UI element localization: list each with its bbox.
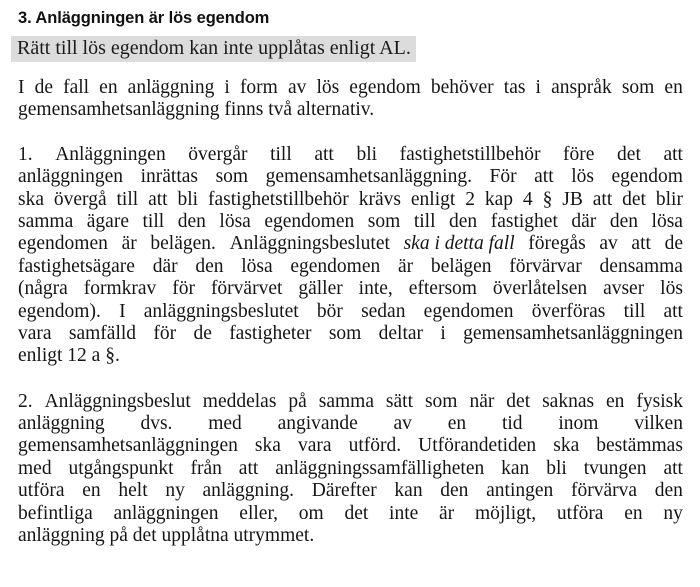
word: bör (316, 300, 343, 322)
word: utförd. (348, 435, 402, 457)
word: anläggning (18, 413, 105, 435)
word: är (121, 233, 137, 255)
text-line (18, 189, 683, 211)
text-line (18, 77, 683, 99)
word: om (298, 502, 324, 524)
word: av (393, 413, 412, 435)
text-line (18, 480, 683, 502)
word: att (631, 233, 651, 255)
word: överföras (531, 300, 606, 322)
paragraph-intro (18, 77, 683, 122)
document-body (18, 0, 683, 547)
word: ska (18, 188, 44, 210)
word: fastigheter (229, 322, 312, 344)
word: helt (118, 480, 148, 502)
highlighted-statement: Rätt till lös egendom kan inte upplåtas enligt AL. (11, 36, 416, 62)
word: Anläggningen (55, 143, 166, 165)
word: att (592, 188, 613, 210)
page-title: 3. Anläggningen är lös egendom (18, 9, 270, 27)
word: gemensamhetsanläggningen (18, 435, 238, 457)
word: kap (484, 188, 514, 210)
word: av (287, 77, 307, 98)
word: sedan (361, 300, 406, 322)
word: ska (254, 435, 281, 457)
word: blir (655, 188, 683, 210)
word: belägen. (150, 233, 216, 255)
word: anspråk (551, 77, 612, 98)
word: den (654, 480, 683, 502)
word: lös (660, 278, 683, 300)
word: den (609, 210, 638, 232)
word: vara (18, 322, 52, 344)
word: att (663, 143, 683, 165)
word: densamma (599, 255, 683, 277)
word: behöver (430, 77, 494, 98)
word: den (177, 210, 206, 232)
word: bestämmas (596, 435, 683, 457)
word: som (215, 166, 249, 188)
word: där (571, 210, 597, 232)
word: med (208, 413, 242, 435)
text-line (18, 278, 683, 300)
text-line (18, 413, 683, 435)
word: egendomen (290, 255, 381, 277)
word: att (148, 188, 168, 210)
word: utföra (556, 502, 604, 524)
word: egendom). (18, 300, 101, 322)
word: i (440, 322, 446, 344)
text-line (18, 301, 683, 323)
word: att (534, 166, 554, 188)
word: egendomen (264, 210, 355, 232)
word: de (664, 233, 683, 255)
word: meddelas (202, 390, 277, 412)
word: att (663, 457, 683, 479)
word: Därefter (311, 480, 377, 502)
word: en (624, 502, 643, 524)
word: 2 (465, 188, 475, 210)
word: som (328, 322, 362, 344)
word: anläggningen (18, 166, 124, 188)
word: egendom (611, 166, 683, 188)
word: föregås (528, 233, 586, 255)
word: gemensamhetsanläggningen (463, 322, 683, 344)
word: lösa (651, 210, 683, 232)
word: det (344, 502, 369, 524)
word: den (195, 255, 224, 277)
word: den (440, 480, 469, 502)
word: eller, (239, 502, 279, 524)
text-line (18, 256, 683, 278)
word: förvärvet (210, 278, 283, 300)
word: där (152, 255, 178, 277)
word: JB (562, 188, 583, 210)
word: eftersom (408, 278, 477, 300)
word: det (622, 188, 646, 210)
word: tid (501, 413, 523, 435)
word: (några (18, 278, 68, 300)
word: det (506, 390, 531, 412)
word: att (314, 143, 334, 165)
word: av (599, 233, 618, 255)
text-line (18, 144, 683, 166)
word: för (153, 322, 177, 344)
word: samma (318, 390, 374, 412)
text-line (18, 345, 683, 367)
word: tas (503, 77, 526, 98)
word: dvs. (140, 413, 173, 435)
word: inrättas (140, 166, 199, 188)
word: till (623, 300, 646, 322)
word: lös (571, 166, 594, 188)
word: anläggning (127, 77, 215, 98)
word: från (190, 457, 222, 479)
word: till (116, 188, 139, 210)
text-line (18, 391, 683, 413)
word: formkrav (83, 278, 157, 300)
text-line (18, 211, 683, 233)
word: en (664, 77, 683, 98)
word: avser (603, 278, 645, 300)
word: lös (316, 77, 340, 98)
word: övergå (53, 188, 107, 210)
word: övergår (188, 143, 248, 165)
word: att (663, 300, 683, 322)
word: lösa (241, 255, 273, 277)
word: § (542, 188, 553, 210)
word: fastighetstillbehör (399, 143, 541, 165)
word: sätt (385, 390, 414, 412)
word: en (606, 390, 625, 412)
word: inom (558, 413, 599, 435)
word: överlåtelsen (492, 278, 588, 300)
word: på (288, 390, 307, 412)
word: fastighet (490, 210, 558, 232)
word: förvärvar (509, 255, 582, 277)
word: angivande (277, 413, 358, 435)
word: antingen (486, 480, 554, 502)
word: deltar (378, 322, 424, 344)
word: 4 (522, 188, 533, 210)
word: att (238, 457, 259, 479)
word: tvungen (583, 457, 647, 479)
word: För (489, 166, 517, 188)
word: fysisk (636, 390, 683, 412)
text-line (18, 99, 683, 121)
word: gäller (298, 278, 343, 300)
word: den (449, 210, 478, 232)
word: saknas (542, 390, 595, 412)
word: 1. (18, 143, 33, 165)
word: ny (663, 502, 683, 524)
word: för (172, 278, 195, 300)
word: Anläggningsbeslutet (229, 233, 390, 255)
word: de (34, 77, 53, 98)
word: det (617, 143, 641, 165)
word: fall (63, 77, 90, 98)
word: en (447, 413, 467, 435)
word: enligt (410, 188, 456, 210)
word: anläggning. (202, 480, 295, 502)
word: anläggningsbeslutet (143, 300, 299, 322)
word: I (18, 77, 25, 98)
word: befintliga (18, 502, 93, 524)
word: gemensamhetsanläggning. (265, 166, 472, 188)
word: inte (389, 502, 419, 524)
word: som (367, 210, 401, 232)
word: egendomen (423, 300, 514, 322)
text-line (18, 525, 683, 547)
word: till (142, 210, 165, 232)
text-line (18, 503, 683, 525)
text-line (18, 323, 683, 345)
word: fastighetstillbehör (208, 188, 349, 210)
text-line (18, 233, 683, 255)
word: inte, (358, 278, 393, 300)
word: lösa (219, 210, 251, 232)
word: utgångspunkt (68, 457, 174, 479)
word: utföra (18, 480, 65, 502)
highlighted-statement-wrapper (18, 29, 683, 62)
word: möjligt, (474, 502, 537, 524)
text-line (18, 166, 683, 188)
word: de (193, 322, 212, 344)
word: före (563, 143, 595, 165)
word: en (99, 77, 118, 98)
word: med (18, 457, 52, 479)
word: 2. (18, 390, 33, 412)
word: bli (546, 457, 567, 479)
word: till (413, 210, 436, 232)
word: samma (18, 210, 74, 232)
word: gemensamhetsanläggning finns två alternativ. (18, 99, 375, 121)
word: till (270, 143, 292, 165)
word: en (82, 480, 101, 502)
word: krävs (358, 188, 401, 210)
text-line (18, 435, 683, 457)
word: egendom (349, 77, 421, 98)
word: enligt 12 a §. (18, 345, 120, 367)
paragraph-item-2 (18, 391, 683, 548)
word: anläggningssamfälligheten (275, 457, 485, 479)
word: i (224, 77, 230, 98)
word: i (535, 77, 541, 98)
text-line (18, 458, 683, 480)
word: är (439, 502, 455, 524)
emphasis-text: ska i detta fall (403, 233, 515, 255)
word: samfälld (68, 322, 137, 344)
word: förvärva (571, 480, 638, 502)
word: är (398, 255, 414, 277)
word: ny (165, 480, 185, 502)
word: ägare (86, 210, 129, 232)
word: när (469, 390, 495, 412)
word: Utförandetiden (418, 435, 537, 457)
word: vilken (634, 413, 683, 435)
word: kan (501, 457, 530, 479)
paragraph-item-1 (18, 144, 683, 368)
word: bli (356, 143, 378, 165)
word: fastighetsägare (18, 255, 135, 277)
word: kan (394, 480, 423, 502)
word: I (119, 300, 126, 322)
word: egendomen (18, 233, 108, 255)
word: anläggning på det upplåtna utrymmet. (18, 525, 315, 547)
word: belägen (430, 255, 492, 277)
word: som (424, 390, 458, 412)
word: ska (553, 435, 580, 457)
word: bli (177, 188, 199, 210)
word: vara (297, 435, 332, 457)
word: som (621, 77, 655, 98)
word: form (239, 77, 278, 98)
word: Anläggningsbeslut (44, 390, 191, 412)
word: anläggningen (113, 502, 219, 524)
